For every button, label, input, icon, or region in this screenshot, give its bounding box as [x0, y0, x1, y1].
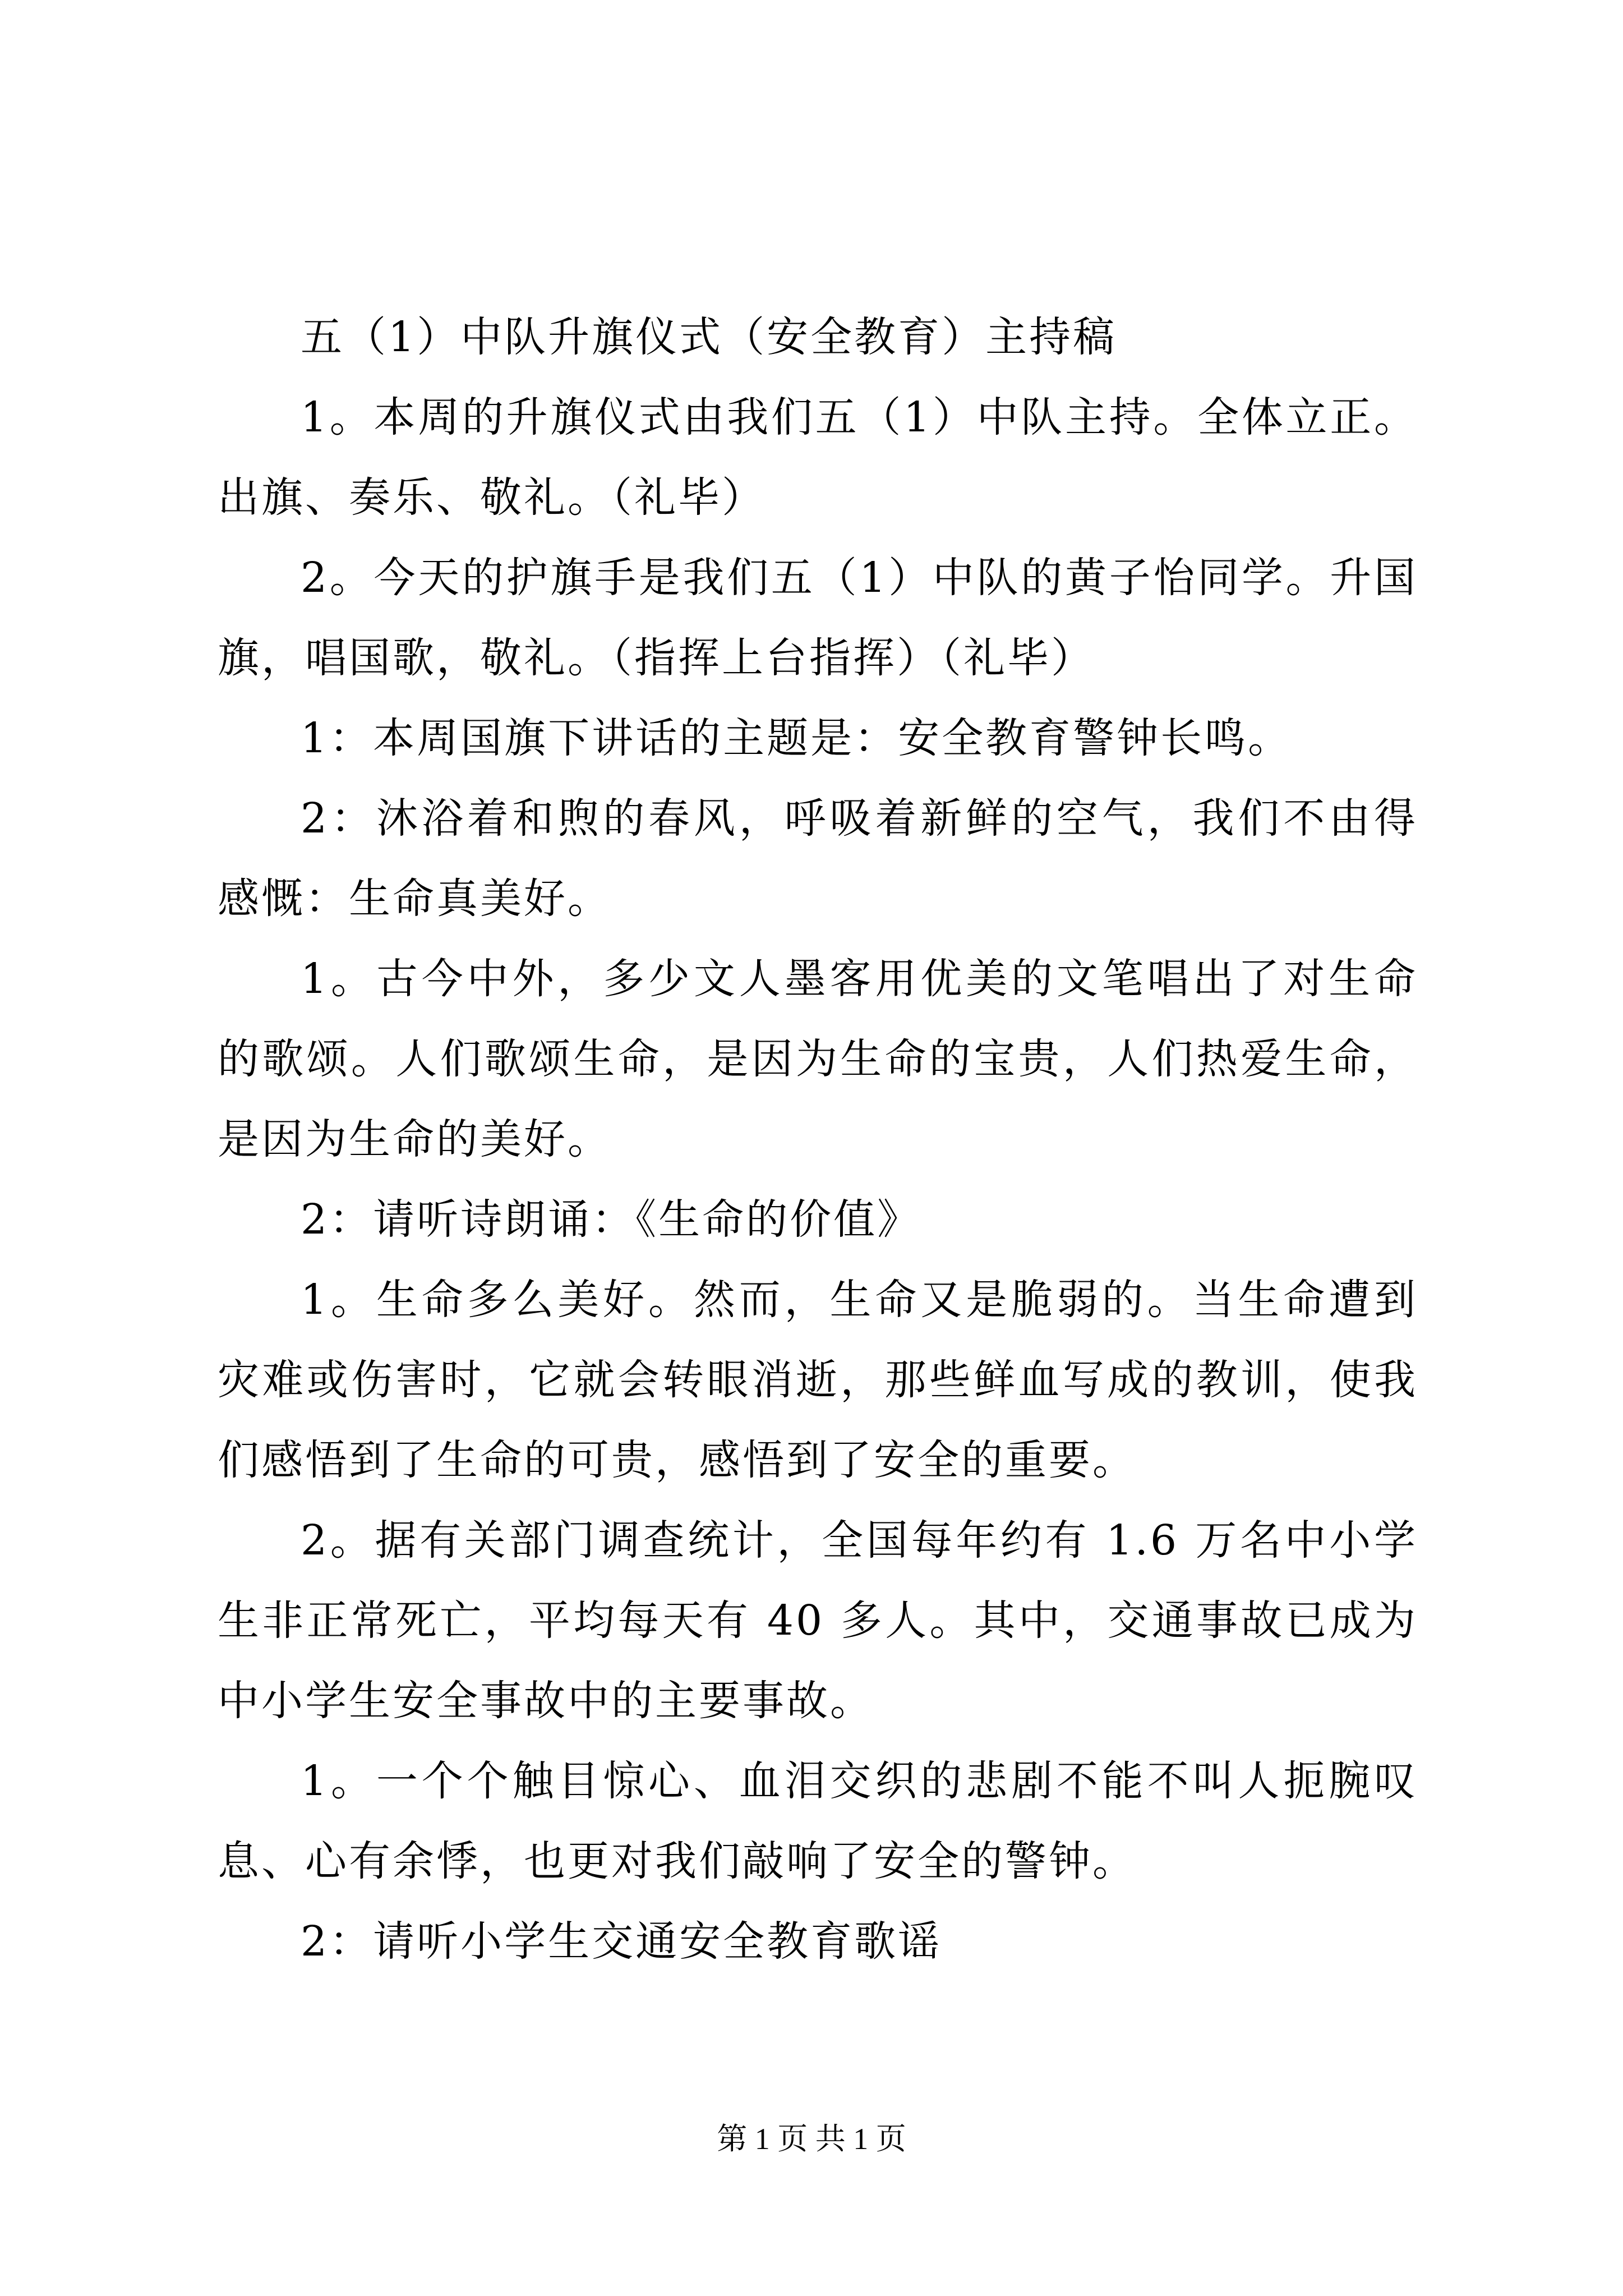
paragraph: 1：本周国旗下讲话的主题是：安全教育警钟长鸣。 [301, 714, 1292, 762]
page-footer: 第 1 页 共 1 页 [717, 2122, 906, 2156]
paragraph: 1。一个个触目惊心、血泪交织的悲剧不能不叫人扼腕叹息、心有余悸，也更对我们敲响了安全的警钟。 [218, 1757, 1418, 1885]
paragraph: 2：请听诗朗诵：《生命的价值》 [301, 1195, 921, 1244]
paragraph: 2。据有关部门调查统计，全国每年约有 1.6 万名中小学生非正常死亡，平均每天有 40 多人。其中，交通事故已成为中小学生安全事故中的主要事故。 [218, 1516, 1418, 1725]
paragraph: 2：沐浴着和煦的春风，呼吸着新鲜的空气，我们不由得感慨：生命真美好。 [218, 794, 1418, 923]
document-title: 五（1）中队升旗仪式（安全教育）主持稿 [301, 313, 1117, 361]
paragraph: 2。今天的护旗手是我们五（1）中队的黄子怡同学。升国旗，唱国歌，敬礼。（指挥上台指挥）（礼毕） [218, 554, 1418, 682]
paragraph: 1。本周的升旗仪式由我们五（1）中队主持。全体立正。出旗、奏乐、敬礼。（礼毕） [218, 393, 1418, 522]
paragraph: 1。古今中外，多少文人墨客用优美的文笔唱出了对生命的歌颂。人们歌颂生命，是因为生命的宝贵，人们热爱生命，是因为生命的美好。 [218, 955, 1418, 1163]
document-body [218, 297, 1418, 1982]
paragraph: 1。生命多么美好。然而，生命又是脆弱的。当生命遭到灾难或伤害时，它就会转眼消逝，那些鲜血写成的教训，使我们感悟到了生命的可贵，感悟到了安全的重要。 [218, 1276, 1418, 1484]
paragraph: 2：请听小学生交通安全教育歌谣 [301, 1917, 942, 1966]
